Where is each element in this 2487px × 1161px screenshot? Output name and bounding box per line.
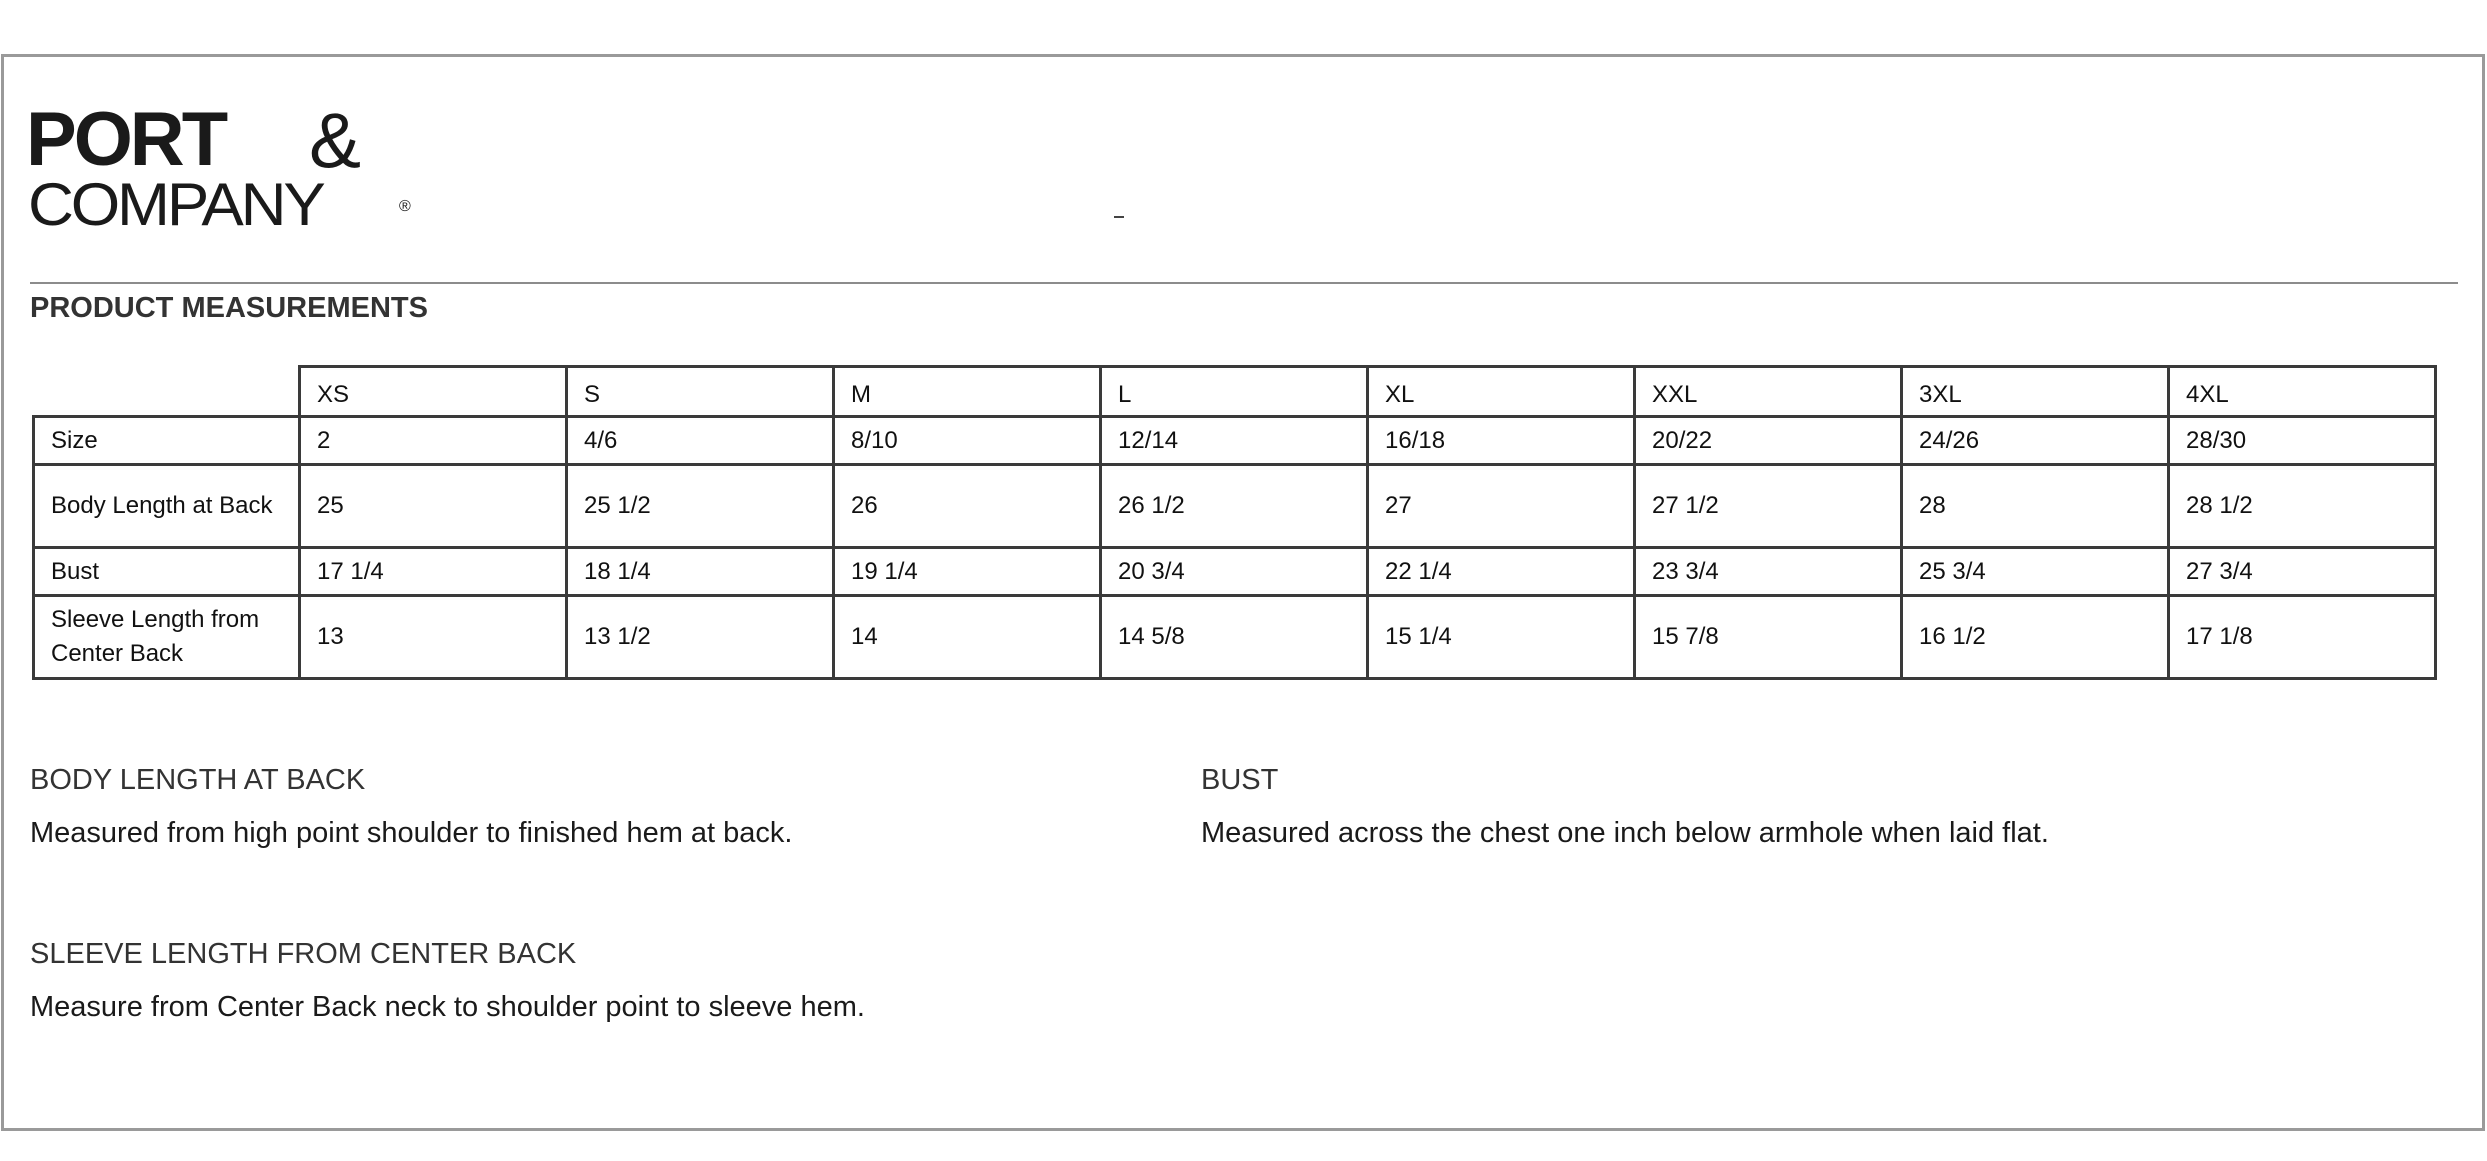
- column-header-xl: XL: [1368, 367, 1635, 417]
- table-cell: 16/18: [1368, 417, 1635, 465]
- table-cell: 20/22: [1635, 417, 1902, 465]
- column-header-xs: XS: [300, 367, 567, 417]
- row-label: Body Length at Back: [34, 465, 300, 548]
- registered-mark: ®: [399, 198, 411, 215]
- table-cell: 2: [300, 417, 567, 465]
- header-divider: [30, 282, 2458, 284]
- table-cell: 16 1/2: [1902, 596, 2169, 679]
- table-cell: 25: [300, 465, 567, 548]
- table-cell: 26: [834, 465, 1101, 548]
- table-cell: 28/30: [2169, 417, 2436, 465]
- body-length-description: Measured from high point shoulder to finished hem at back.: [30, 817, 793, 849]
- column-header-xxl: XXL: [1635, 367, 1902, 417]
- table-cell: 26 1/2: [1101, 465, 1368, 548]
- measurements-table: [32, 365, 2437, 680]
- row-label: Bust: [34, 548, 300, 596]
- dash-mark: [1114, 216, 1124, 218]
- logo-word-port: PORT: [26, 97, 226, 182]
- column-header-m: M: [834, 367, 1101, 417]
- table-cell: 24/26: [1902, 417, 2169, 465]
- table-cell: 28 1/2: [2169, 465, 2436, 548]
- row-label: Sleeve Length from Center Back: [34, 596, 300, 679]
- table-cell: 18 1/4: [567, 548, 834, 596]
- table-cell: 27 3/4: [2169, 548, 2436, 596]
- table-row-sleeve-length: [34, 596, 2436, 679]
- column-header-l: L: [1101, 367, 1368, 417]
- table-cell: 12/14: [1101, 417, 1368, 465]
- sleeve-length-heading: SLEEVE LENGTH FROM CENTER BACK: [30, 938, 577, 970]
- column-header-4xl: 4XL: [2169, 367, 2436, 417]
- table-cell: 23 3/4: [1635, 548, 1902, 596]
- header-corner-cell: [34, 367, 300, 417]
- table-row-body-length: [34, 465, 2436, 548]
- table-cell: 19 1/4: [834, 548, 1101, 596]
- table-cell: 17 1/4: [300, 548, 567, 596]
- column-header-3xl: 3XL: [1902, 367, 2169, 417]
- table-cell: 22 1/4: [1368, 548, 1635, 596]
- sleeve-length-description: Measure from Center Back neck to shoulder point to sleeve hem.: [30, 991, 865, 1023]
- table-cell: 13 1/2: [567, 596, 834, 679]
- table-cell: 25 3/4: [1902, 548, 2169, 596]
- table-cell: 14: [834, 596, 1101, 679]
- table-cell: 14 5/8: [1101, 596, 1368, 679]
- table-cell: 25 1/2: [567, 465, 834, 548]
- table-cell: 15 7/8: [1635, 596, 1902, 679]
- table-row-bust: [34, 548, 2436, 596]
- table-cell: 27: [1368, 465, 1635, 548]
- section-title: PRODUCT MEASUREMENTS: [30, 292, 428, 324]
- table-cell: 27 1/2: [1635, 465, 1902, 548]
- table-cell: 17 1/8: [2169, 596, 2436, 679]
- table-cell: 28: [1902, 465, 2169, 548]
- port-company-logo: [26, 96, 416, 240]
- body-length-heading: BODY LENGTH AT BACK: [30, 764, 366, 796]
- column-header-s: S: [567, 367, 834, 417]
- logo-word-company: COMPANY: [28, 171, 323, 238]
- logo-ampersand: &: [309, 96, 362, 184]
- table-row-size: [34, 417, 2436, 465]
- bust-description: Measured across the chest one inch below armhole when laid flat.: [1201, 817, 2049, 849]
- table-cell: 4/6: [567, 417, 834, 465]
- bust-heading: BUST: [1201, 764, 1279, 796]
- table-cell: 13: [300, 596, 567, 679]
- table-header-row: [34, 367, 2436, 417]
- table-cell: 8/10: [834, 417, 1101, 465]
- table-cell: 15 1/4: [1368, 596, 1635, 679]
- row-label: Size: [34, 417, 300, 465]
- table-cell: 20 3/4: [1101, 548, 1368, 596]
